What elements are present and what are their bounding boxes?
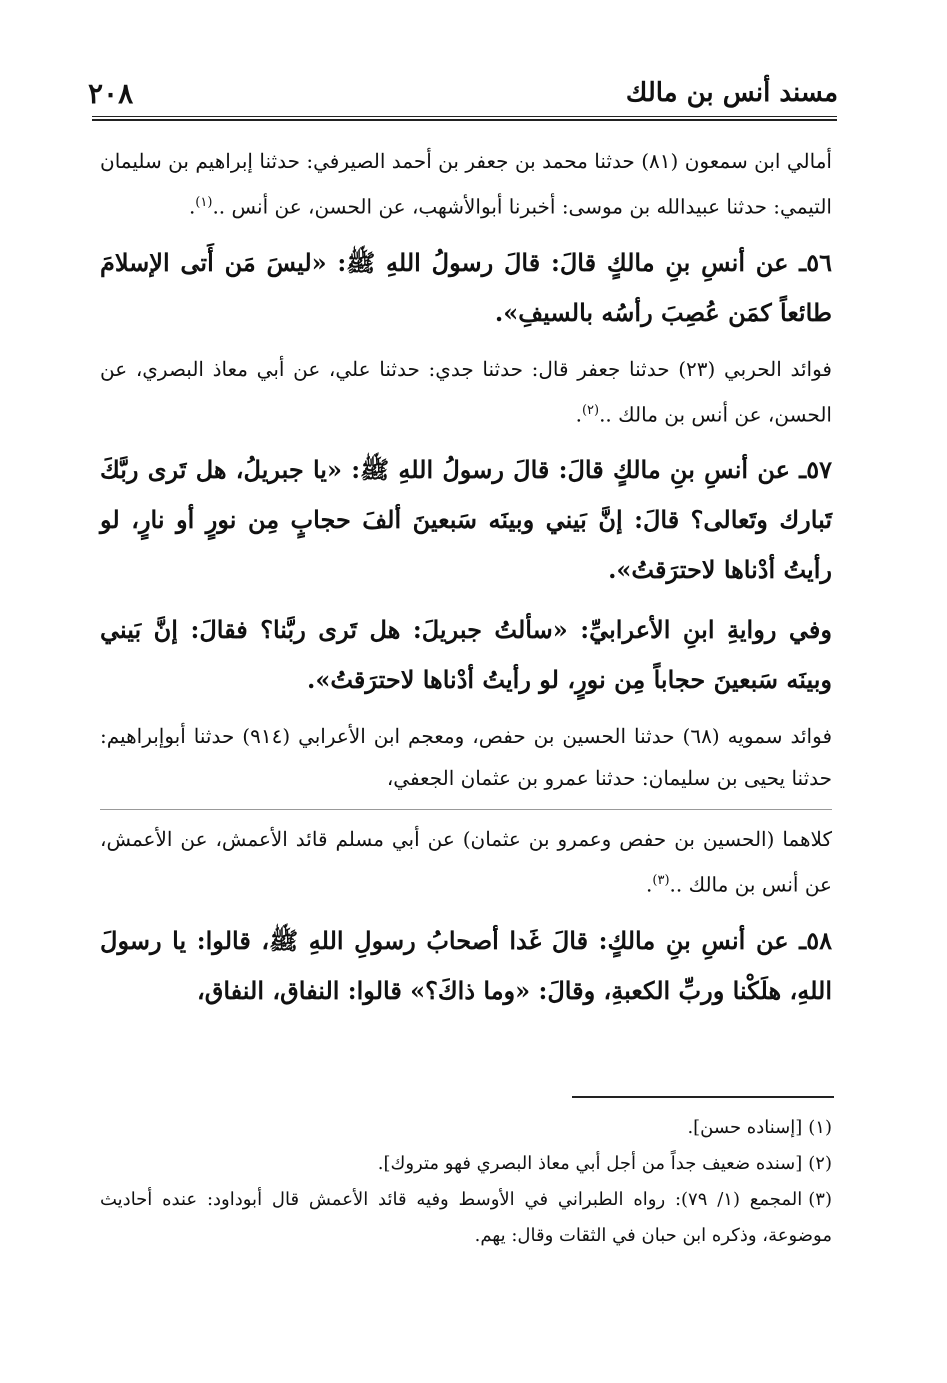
footnote bbox=[100, 1110, 832, 1146]
paragraph-text: فوائد الحربي (٢٣) حدثنا جعفر قال: حدثنا جدي: حدثنا علي، عن أبي معاذ البصري، عن الحسن، عن أنس بن مالك .. bbox=[100, 356, 832, 427]
paragraph-text: ٥٧ـ عن أنسِ بنِ مالكٍ قالَ: قالَ رسولُ اللهِ ﷺ: «يا جبريلُ، هل تَرى ربَّكَ تَبارك وتَعالى؟ قالَ: إنَّ بَيني وبينَه سَبعينَ ألفَ حجابٍ مِن نورٍ أو نارٍ، لو رأيتُ أدْناها لاحترَقتُ». bbox=[100, 455, 832, 585]
header-rule bbox=[92, 116, 837, 121]
footnote-number: (١) bbox=[808, 1117, 832, 1138]
paragraph-text: فوائد سمويه (٦٨) حدثنا الحسين بن حفص، ومعجم ابن الأعرابي (٩١٤) حدثنا أبوإبراهيم: حدثنا يحيى بن سليمان: حدثنا عمرو بن عثمان الجعفي، bbox=[100, 724, 832, 791]
footnote bbox=[100, 1182, 832, 1254]
paragraph-text: ٥٦ـ عن أنسِ بنِ مالكٍ قالَ: قالَ رسولُ اللهِ ﷺ: «ليسَ مَن أَتى الإسلامَ طائعاً كمَن عُصِبَ رأسُه بالسيفِ». bbox=[100, 247, 832, 327]
footnote-number: (٣) bbox=[808, 1189, 832, 1210]
page-number: ٢٠٨ bbox=[88, 76, 134, 110]
source-paragraph bbox=[100, 818, 832, 906]
source-paragraph bbox=[100, 348, 832, 436]
footnote-reference: (٣) bbox=[652, 873, 670, 889]
footnote bbox=[100, 1146, 832, 1182]
paragraph-end-mark: . bbox=[188, 194, 196, 219]
footnotes bbox=[100, 1110, 832, 1254]
paragraph-text: أمالي ابن سمعون (٨١) حدثنا محمد بن جعفر بن أحمد الصيرفي: حدثنا إبراهيم بن سليمان التيمي: حدثنا عبيدالله بن موسى: أخبرنا أبوالأشهب، عن الحسن، عن أنس .. bbox=[100, 149, 832, 219]
source-paragraph bbox=[100, 140, 832, 228]
hadith-paragraph bbox=[100, 445, 832, 595]
main-text bbox=[100, 140, 832, 1026]
footnote-text: [إسناده حسن]. bbox=[687, 1117, 803, 1138]
hadith-paragraph bbox=[100, 238, 832, 338]
paragraph-separator bbox=[100, 809, 832, 810]
footnote-text: [سنده ضعيف جداً من أجل أبي معاذ البصري فهو متروك]. bbox=[377, 1153, 803, 1174]
footnote-reference: (١) bbox=[195, 195, 213, 210]
source-paragraph bbox=[100, 715, 832, 799]
paragraph-end-mark: . bbox=[575, 402, 582, 427]
running-title: مسند أنس بن مالك bbox=[625, 78, 838, 108]
paragraph-text: وفي روايةِ ابنِ الأعرابيِّ: «سألتُ جبريلَ: هل تَرى ربَّنا؟ فقالَ: إنَّ بَيني وبينَه سَبعينَ حجاباً مِن نورٍ، لو رأيتُ أدْناها لاحترَقتُ». bbox=[100, 615, 832, 695]
hadith-paragraph bbox=[100, 605, 832, 705]
paragraph-text: كلاهما (الحسين بن حفص وعمرو بن عثمان) عن أبي مسلم قائد الأعمش، عن الأعمش، عن أنس بن مالك .. bbox=[100, 827, 832, 897]
footnote-reference: (٢) bbox=[581, 402, 600, 418]
paragraph-text: ٥٨ـ عن أنسِ بنِ مالكٍ: قالَ غَدا أصحابُ رسولِ اللهِ ﷺ، قالوا: يا رسولَ اللهِ، هلَكْنا وربِّ الكعبةِ، وقالَ: «وما ذاكَ؟» قالوا: النفاق، النفاق، bbox=[100, 925, 832, 1005]
page-header bbox=[88, 72, 838, 114]
hadith-paragraph bbox=[100, 916, 832, 1016]
paragraph-end-mark: . bbox=[646, 872, 653, 897]
footnote-rule bbox=[572, 1096, 834, 1098]
footnote-number: (٢) bbox=[808, 1153, 832, 1174]
footnote-text: المجمع (١/ ٧٩): رواه الطبراني في الأوسط وفيه قائد الأعمش قال أبوداود: عنده أحاديث موضوعة، وذكره ابن حبان في الثقات وقال: يهم. bbox=[100, 1189, 832, 1246]
